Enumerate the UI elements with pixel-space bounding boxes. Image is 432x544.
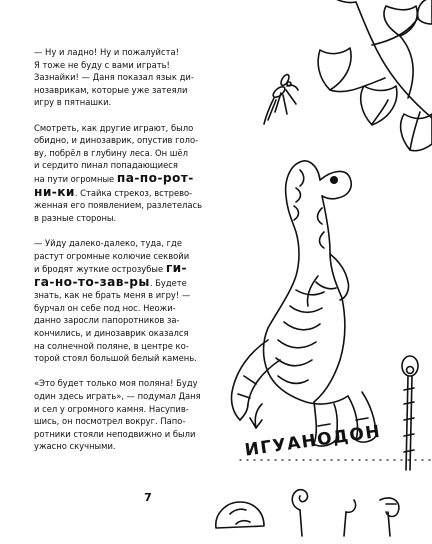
plant-icon xyxy=(402,356,418,470)
text-segment: ужасно скучными. xyxy=(34,441,116,452)
syllabified-word: па-по-рот- xyxy=(116,170,194,185)
caption-arrow-icon xyxy=(250,404,262,428)
text-segment: на солнечной поляне, в центре ко- xyxy=(34,340,189,351)
text-segment: кончились, и динозаврик оказался xyxy=(34,328,189,339)
fern-branch-icon xyxy=(318,0,432,151)
dragonfly-icon xyxy=(264,73,298,124)
dinosaur-icon xyxy=(231,161,376,446)
text-segment: «Это будет только моя поляна! Буду xyxy=(34,378,198,389)
syllabified-word: ги- xyxy=(165,261,187,276)
text-segment: обидно, и динозаврик, опустив голо- xyxy=(34,135,199,146)
text-segment: нозаврикам, которые уже затеяли xyxy=(34,84,188,95)
text-segment: торой стоял большой белый камень. xyxy=(34,353,197,364)
text-segment: один здесь играть», — подумал Даня xyxy=(34,391,201,402)
caption-text: ИГУАНОДОН xyxy=(243,421,383,461)
page-number: 7 xyxy=(144,491,152,504)
text-segment: в разные стороны. xyxy=(34,212,117,223)
rock-icon xyxy=(216,502,264,528)
text-segment: Зазнайки! — Даня показал язык ди- xyxy=(34,72,194,83)
text-segment: и бродят жуткие острозубые xyxy=(34,264,166,275)
text-segment: растут огромные колючие секвойи xyxy=(34,250,190,261)
text-segment: знать, как не брать меня в игру! — xyxy=(34,290,191,301)
text-segment: Я тоже не буду с вами играть! xyxy=(34,59,170,70)
sprout-icon xyxy=(292,490,399,536)
syllabified-word: ни-ки xyxy=(34,184,75,199)
text-segment: ротники стояли неподвижно и были xyxy=(34,428,196,439)
text-segment: ву, побрёл в глубину леса. Он шёл xyxy=(34,147,188,158)
text-segment: и сердито пинал попадающиеся xyxy=(34,160,178,171)
text-segment: игру в пятнашки. xyxy=(34,97,112,108)
text-segment: Смотреть, как другие играют, было xyxy=(34,122,194,133)
text-segment: женная его появлением, разлетелась xyxy=(34,200,203,211)
syllabified-word: га-но-то-зав-ры xyxy=(34,274,150,289)
text-segment: — Ну и ладно! Ну и пожалуйста! xyxy=(34,47,179,57)
text-segment: — Уйду далеко-далеко, туда, где xyxy=(34,237,182,248)
text-segment: бурчал он себе под нос. Неожи- xyxy=(34,302,176,313)
text-segment: данно заросли папоротников за- xyxy=(34,315,180,326)
text-segment: на пути огромные xyxy=(34,173,117,184)
text-segment: шись, он посмотрел вокруг. Папо- xyxy=(34,416,186,427)
text-segment: . Будете xyxy=(149,277,187,288)
text-segment: . Стайка стрекоз, встрево- xyxy=(74,187,193,198)
text-segment: и сел у огромного камня. Насупив- xyxy=(34,403,189,414)
